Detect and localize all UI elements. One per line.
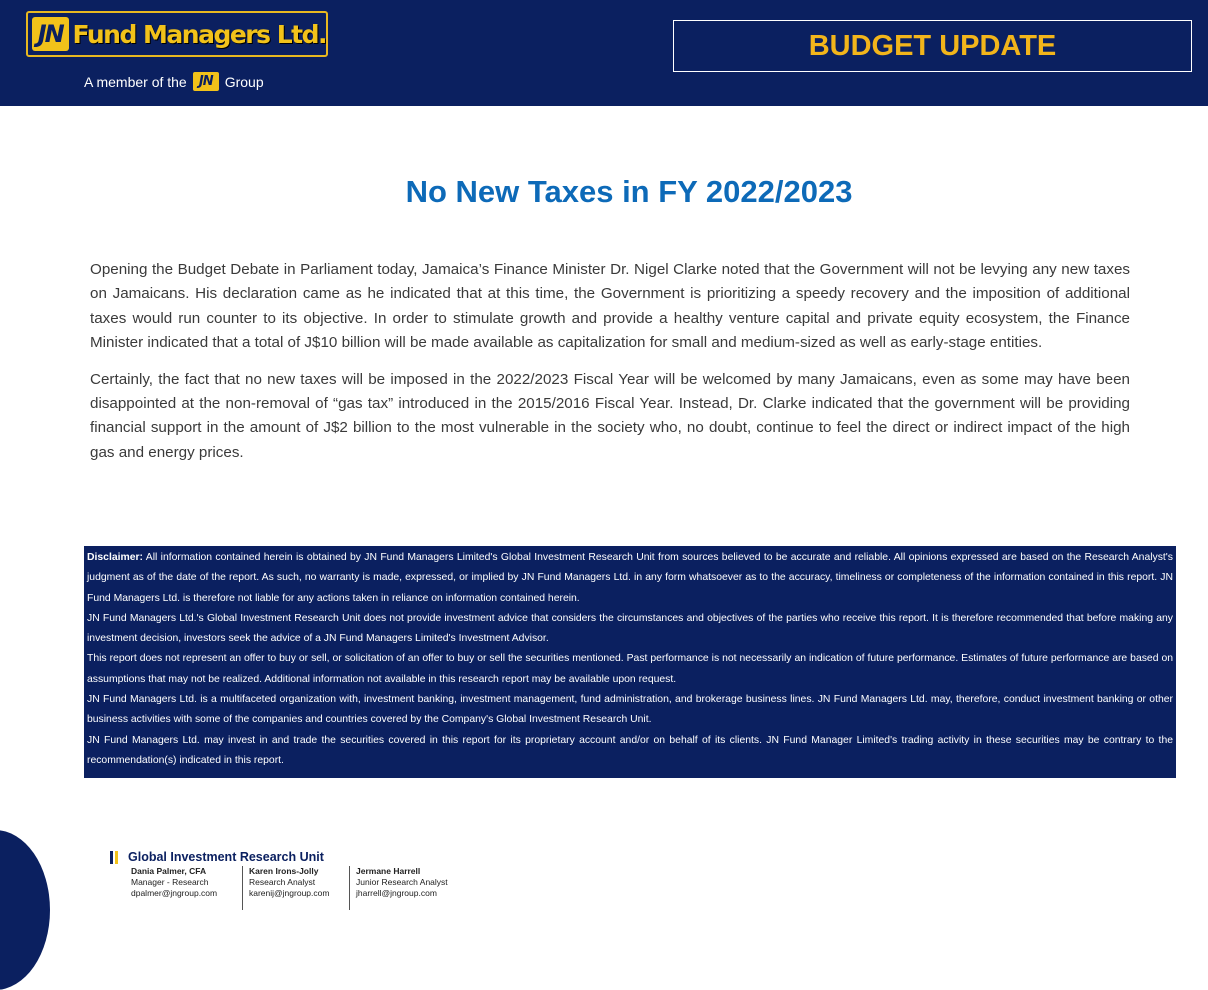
disclaimer-paragraph	[87, 548, 1173, 609]
contact-card	[356, 866, 448, 899]
contact-role: Manager - Research	[131, 877, 209, 887]
article-paragraph: Certainly, the fact that no new taxes will be imposed in the 2022/2023 Fiscal Year will be welcomed by many Jamaicans, even as some may have been disappointed at the non-removal of “gas tax” introduced in the 2015/2016 Fiscal Year. Instead, Dr. Clarke indicated that the government will be providing financial support in the amount of J$2 billion to the most vulnerable in the society who, no doubt, continue to feel the direct or indirect impact of the high gas and energy prices.	[90, 370, 1130, 461]
disclaimer-paragraph: JN Fund Managers Ltd. may invest in and trade the securities covered in this report for its proprietary account and/or on behalf of its clients. JN Fund Manager Limited's trading activity in these securities may be contrary to the recommendation(s) indicated in this report.	[87, 734, 1173, 766]
contact-role: Junior Research Analyst	[356, 877, 448, 887]
disclaimer-text: All information contained herein is obtained by JN Fund Managers Limited's Global Investment Research Unit from sources believed to be accurate and reliable. All opinions expressed are based on the Research Analyst's judgment as of the date of the report. As such, no warranty is made, expressed, or implied by JN Fund Managers Ltd. in any form whatsoever as to the accuracy, timeliness or completeness of the information contained in this report. JN Fund Managers Ltd. is therefore not liable for any actions taken in reliance on information contained herein.	[87, 552, 1173, 604]
disclaimer-label: Disclaimer:	[87, 552, 144, 563]
contact-email[interactable]: dpalmer@jngroup.com	[131, 888, 218, 898]
accent-bar-icon	[110, 851, 113, 864]
contact-name: Karen Irons-Jolly	[249, 866, 319, 876]
contact-name: Dania Palmer, CFA	[131, 866, 207, 876]
jn-group-icon: JN	[193, 72, 219, 91]
member-prefix: A member of the	[84, 73, 187, 90]
corner-decoration	[0, 830, 50, 990]
contact-divider	[242, 866, 243, 910]
contact-card	[249, 866, 329, 899]
accent-bar-gold-icon	[115, 851, 118, 864]
company-logo	[26, 11, 328, 57]
article-body	[90, 258, 1130, 477]
report-type-label: BUDGET UPDATE	[673, 20, 1192, 72]
research-unit-title: Global Investment Research Unit	[128, 850, 324, 864]
disclaimer-paragraph: JN Fund Managers Ltd. is a multifaceted organization with, investment banking, investment management, fund administration, and brokerage business lines. JN Fund Managers Ltd. may, therefore, conduct investment banking or other business activities with some of the companies and countries covered by the Company's Global Investment Research Unit.	[87, 694, 1173, 726]
header-banner	[0, 0, 1208, 106]
disclaimer-box	[84, 546, 1176, 778]
contact-email[interactable]: karenij@jngroup.com	[249, 888, 330, 898]
jn-logo-icon: JN	[32, 17, 69, 51]
contact-email[interactable]: jharrell@jngroup.com	[356, 888, 437, 898]
contact-name: Jermane Harrell	[356, 866, 421, 876]
disclaimer-paragraph: JN Fund Managers Ltd.'s Global Investment Research Unit does not provide investment advice that considers the circumstances and objectives of the parties who receive this report. It is therefore recommended that before making any investment decision, investors seek the advice of a JN Fund Managers Limited's Investment Advisor.	[87, 612, 1173, 645]
page-title: No New Taxes in FY 2022/2023	[405, 174, 853, 209]
contact-card	[131, 866, 217, 899]
member-tagline	[84, 72, 264, 91]
member-suffix: Group	[224, 73, 264, 90]
contact-role: Research Analyst	[249, 877, 316, 887]
disclaimer-paragraph: This report does not represent an offer to buy or sell, or solicitation of an offer to buy or sell the securities mentioned. Past performance is not necessarily an indication of future performance. Estimates of future performance are based on assumptions that may not be realized. Additional information not available in this research report may be available upon request.	[87, 653, 1173, 685]
research-unit-heading	[110, 850, 324, 864]
article-paragraph: Opening the Budget Debate in Parliament today, Jamaica’s Finance Minister Dr. Nigel Clarke noted that the Government will not be levying any new taxes on Jamaicans. His declaration came as he indicated that at this time, the Government is prioritizing a speedy recovery and the imposition of additional taxes would run counter to its objective. In order to stimulate growth and provide a healthy venture capital and private equity ecosystem, the Finance Minister indicated that a total of J$10 billion will be made available as capitalization for small and medium-sized as well as early-stage entities.	[90, 261, 1130, 352]
logo-text: Fund Managers Ltd.	[72, 19, 326, 49]
contact-divider	[349, 866, 350, 910]
